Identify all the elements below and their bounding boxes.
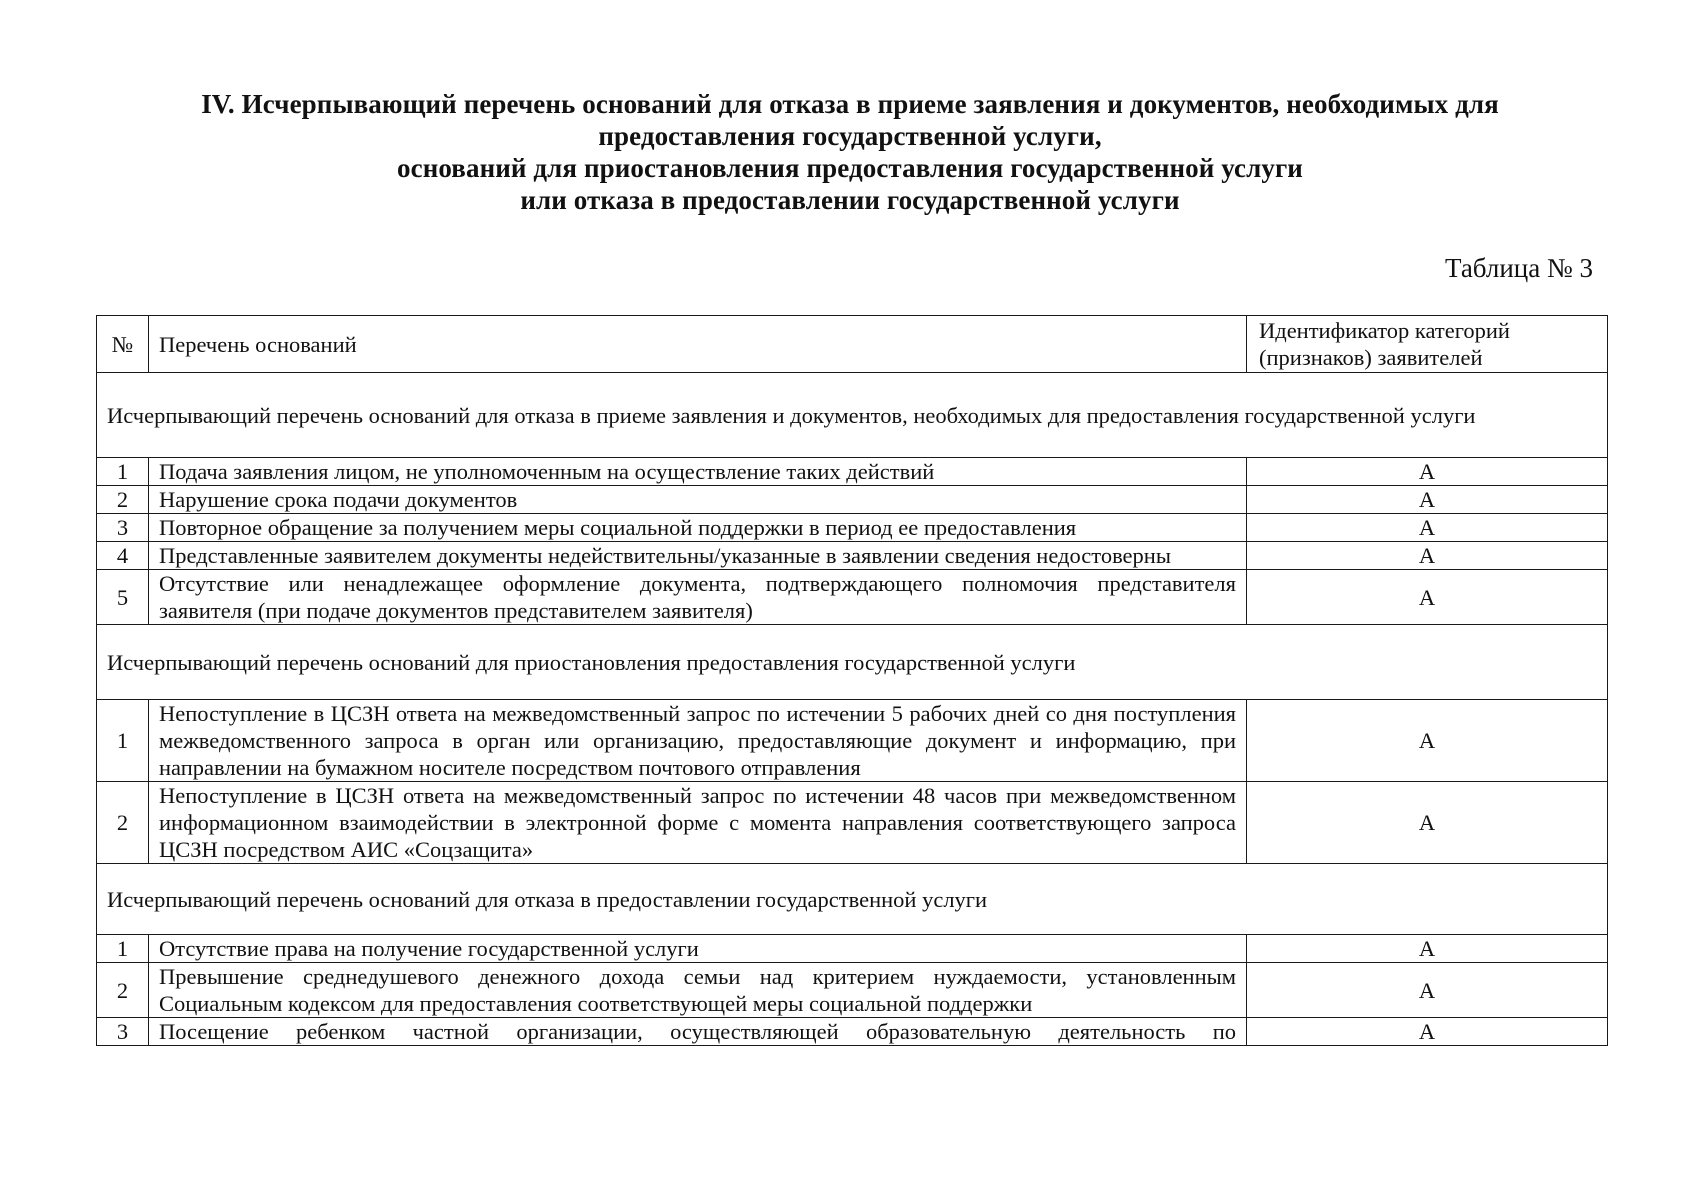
header-grounds: Перечень оснований — [149, 316, 1247, 373]
section-row — [97, 625, 1608, 700]
row-ground-text: Подача заявления лицом, не уполномоченным на осуществление таких действий — [149, 458, 1247, 486]
header-number: № — [97, 316, 149, 373]
row-category-id: А — [1247, 570, 1608, 625]
row-ground-text: Повторное обращение за получением меры социальной поддержки в период ее предоставления — [149, 514, 1247, 542]
row-category-id: А — [1247, 1018, 1608, 1046]
row-category-id: А — [1247, 458, 1608, 486]
row-ground-text: Превышение среднедушевого денежного дохода семьи над критерием нуждаемости, установленным Социальным кодексом для предоставления соответствующей меры социальной поддержки — [149, 963, 1247, 1018]
grounds-table — [96, 315, 1608, 1046]
heading-line-2: предоставления государственной услуги, — [598, 121, 1102, 151]
row-number: 5 — [97, 570, 149, 625]
row-category-id: А — [1247, 486, 1608, 514]
section-heading — [130, 88, 1570, 216]
row-category-id: А — [1247, 700, 1608, 782]
heading-line-1: IV. Исчерпывающий перечень оснований для отказа в приеме заявления и документов, необходимых для — [201, 89, 1499, 119]
row-category-id: А — [1247, 935, 1608, 963]
heading-line-3: оснований для приостановления предоставления государственной услуги — [397, 153, 1303, 183]
row-number: 1 — [97, 935, 149, 963]
table-row — [97, 570, 1608, 625]
table-row — [97, 458, 1608, 486]
section-title: Исчерпывающий перечень оснований для приостановления предоставления государственной услуги — [97, 625, 1608, 700]
row-number: 2 — [97, 963, 149, 1018]
table-row — [97, 1018, 1608, 1046]
row-ground-text: Отсутствие права на получение государственной услуги — [149, 935, 1247, 963]
row-number: 2 — [97, 782, 149, 864]
row-ground-text: Отсутствие или ненадлежащее оформление документа, подтверждающего полномочия представителя заявителя (при подаче документов представителем заявителя) — [149, 570, 1247, 625]
table-row — [97, 514, 1608, 542]
row-number: 1 — [97, 458, 149, 486]
row-ground-text: Непоступление в ЦСЗН ответа на межведомственный запрос по истечении 48 часов при межведомственном информационном взаимодействии в электронной форме с момента направления соответствующего запроса ЦСЗН посредством АИС «Соцзащита» — [149, 782, 1247, 864]
row-number: 2 — [97, 486, 149, 514]
table-row — [97, 782, 1608, 864]
row-ground-text: Представленные заявителем документы недействительны/указанные в заявлении сведения недостоверны — [149, 542, 1247, 570]
heading-line-4: или отказа в предоставлении государственной услуги — [520, 185, 1180, 215]
table-row — [97, 935, 1608, 963]
row-number: 4 — [97, 542, 149, 570]
table-row — [97, 486, 1608, 514]
row-ground-text: Посещение ребенком частной организации, осуществляющей образовательную деятельность по — [149, 1018, 1247, 1046]
section-row — [97, 864, 1608, 935]
table-row — [97, 700, 1608, 782]
row-number: 3 — [97, 1018, 149, 1046]
header-category-id: Идентификатор категорий (признаков) заявителей — [1247, 316, 1608, 373]
row-category-id: А — [1247, 542, 1608, 570]
row-category-id: А — [1247, 514, 1608, 542]
row-number: 1 — [97, 700, 149, 782]
row-number: 3 — [97, 514, 149, 542]
table-number-label: Таблица № 3 — [1445, 253, 1593, 283]
section-title: Исчерпывающий перечень оснований для отказа в предоставлении государственной услуги — [97, 864, 1608, 935]
table-row — [97, 542, 1608, 570]
section-title: Исчерпывающий перечень оснований для отказа в приеме заявления и документов, необходимых для предоставления государственной услуги — [97, 373, 1608, 458]
row-ground-text: Непоступление в ЦСЗН ответа на межведомственный запрос по истечении 5 рабочих дней со дня поступления межведомственного запроса в орган или организацию, предоставляющие документ и информацию, при направлении на бумажном носителе посредством почтового отправления — [149, 700, 1247, 782]
section-row — [97, 373, 1608, 458]
row-ground-text: Нарушение срока подачи документов — [149, 486, 1247, 514]
table-header-row — [97, 316, 1608, 373]
table-row — [97, 963, 1608, 1018]
row-category-id: А — [1247, 782, 1608, 864]
row-category-id: А — [1247, 963, 1608, 1018]
